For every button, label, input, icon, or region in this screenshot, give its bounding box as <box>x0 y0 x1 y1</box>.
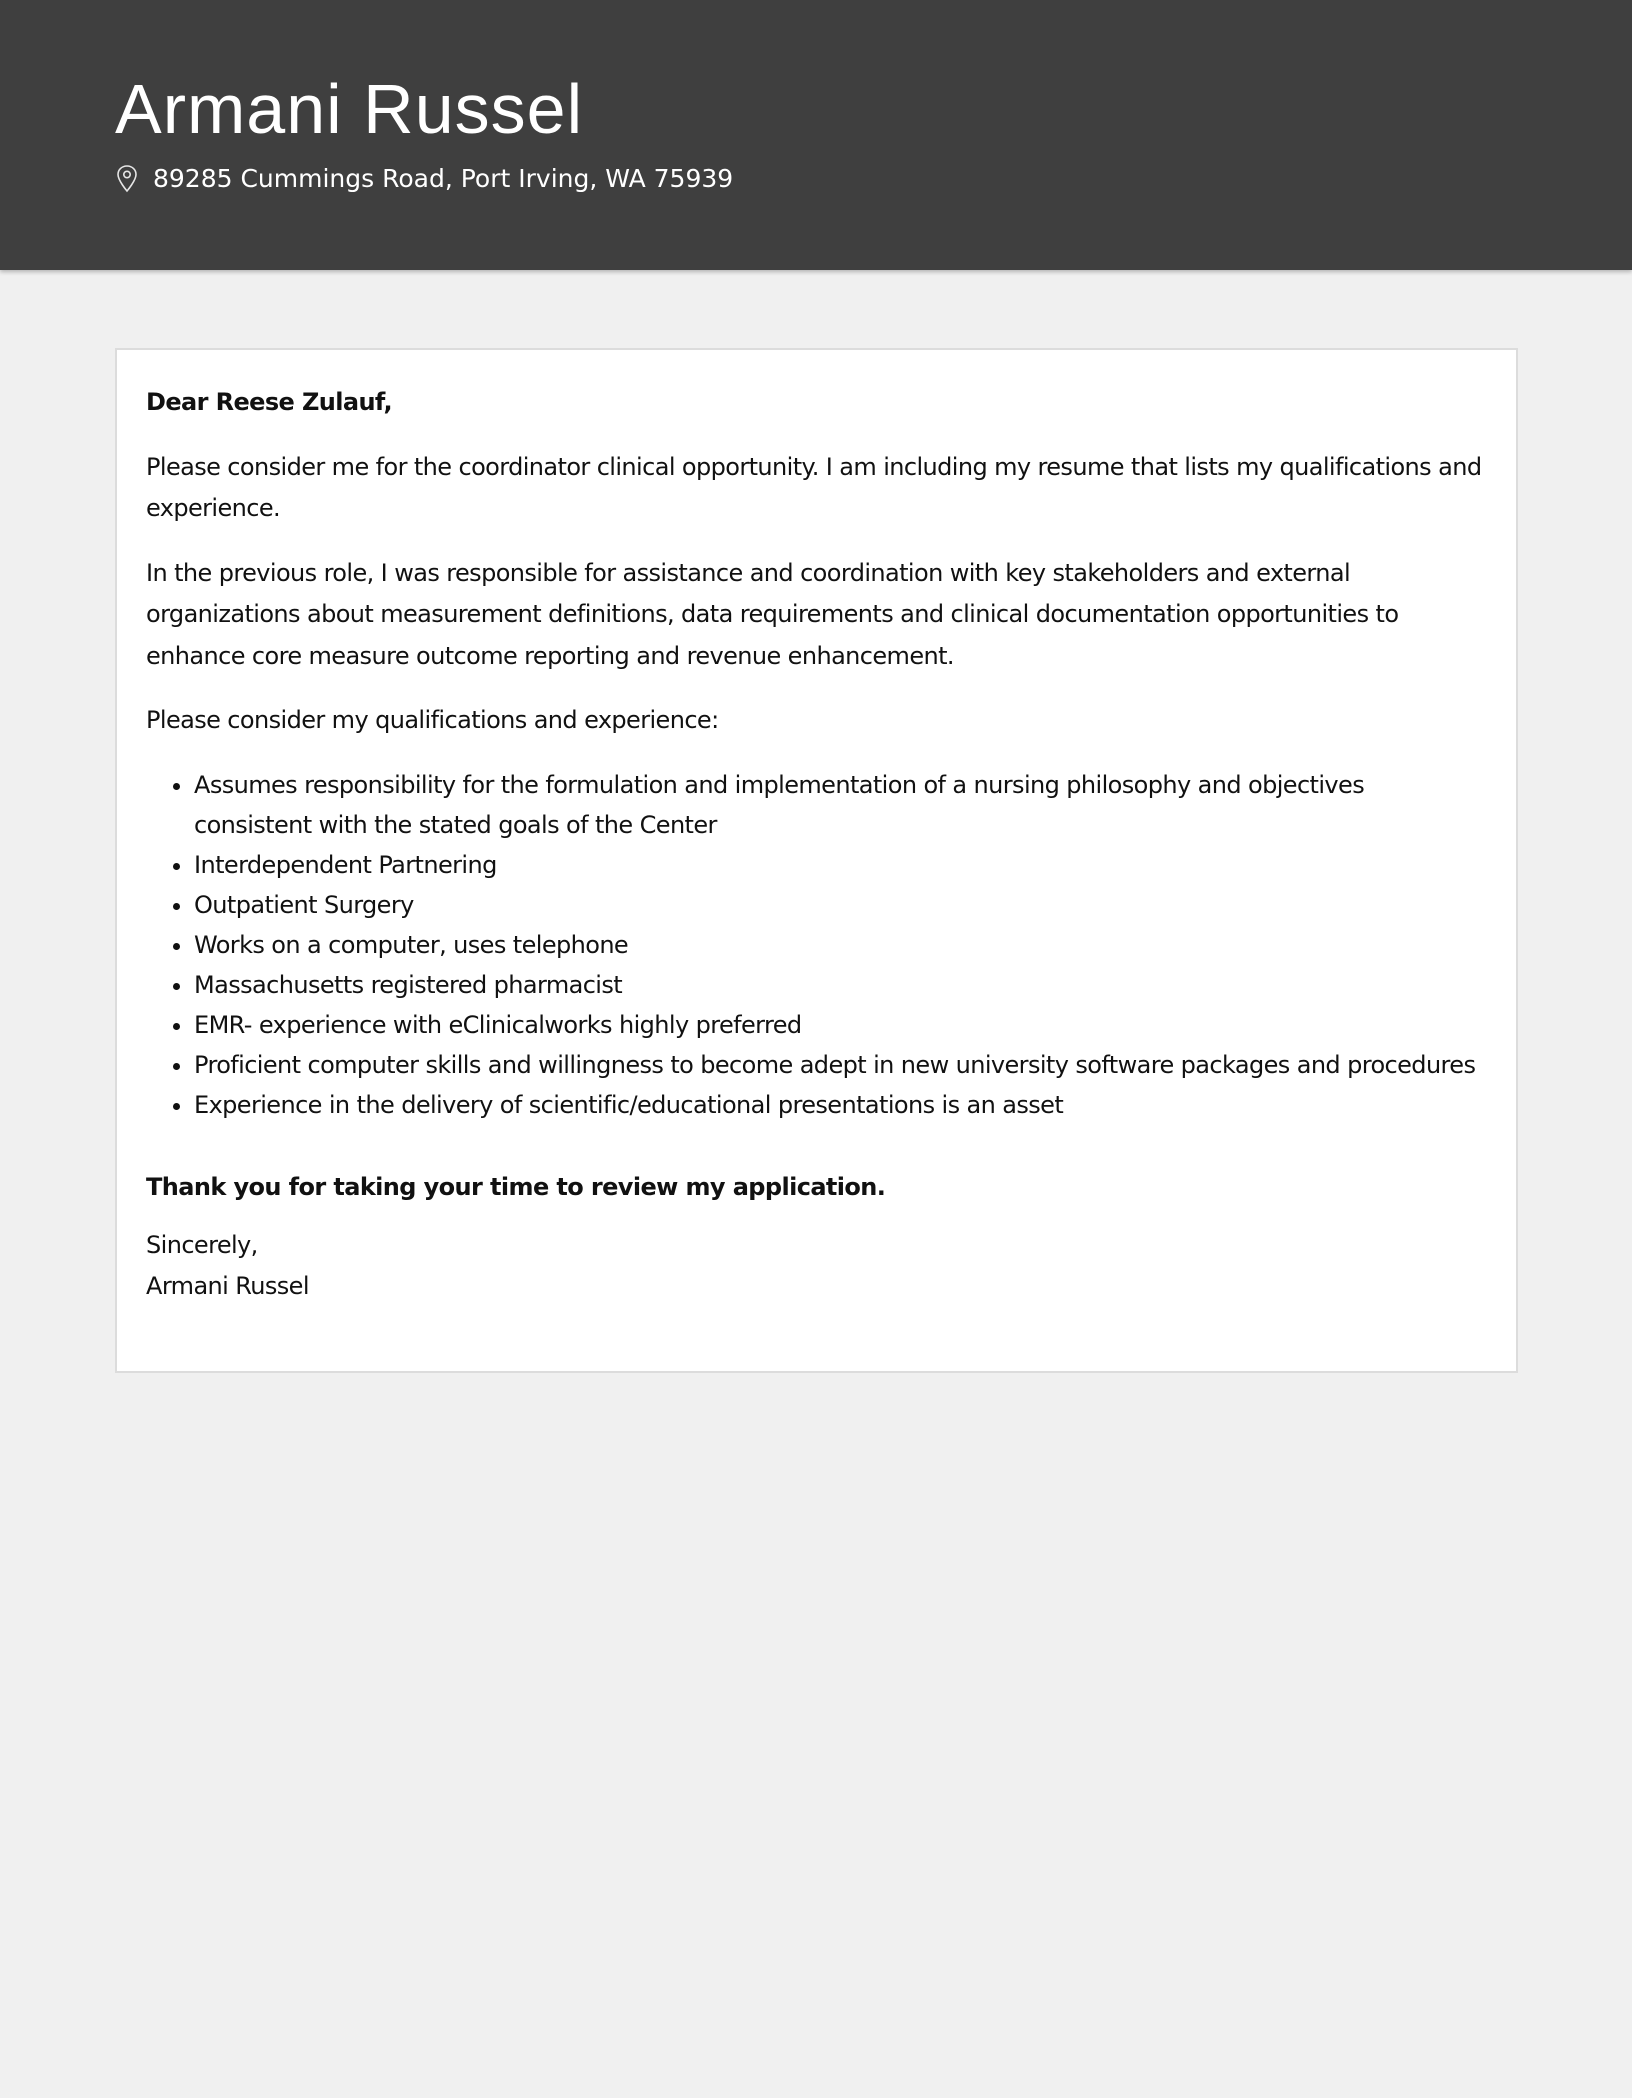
applicant-name: Armani Russel <box>115 70 584 148</box>
address-text: 89285 Cummings Road, Port Irving, WA 75939 <box>153 164 734 193</box>
list-item: • Assumes responsibility for the formulation and implementation of a nursing philosophy and objectives consistent with the stated goals of the Center <box>194 765 1487 845</box>
intro-paragraph: Please consider me for the coordinator clinical opportunity. I am including my resume that lists my qualifications and experience. <box>146 452 1482 522</box>
signature-name: Armani Russel <box>146 1271 309 1300</box>
list-item: • Proficient computer skills and willingness to become adept in new university software packages and procedures <box>194 1045 1487 1085</box>
sign-off: Sincerely, <box>146 1230 258 1259</box>
letter-card <box>115 348 1518 1373</box>
closing-line: Thank you for taking your time to review my application. <box>146 1172 886 1201</box>
list-item: • Experience in the delivery of scientific/educational presentations is an asset <box>194 1085 1487 1125</box>
location-pin-icon <box>115 164 139 194</box>
list-item: • Outpatient Surgery <box>194 885 1487 925</box>
address-row <box>115 162 1632 196</box>
experience-paragraph: In the previous role, I was responsible for assistance and coordination with key stakeholders and external organizations about measurement definitions, data requirements and clinical documentation opportunities to enhance core measure outcome reporting and revenue enhancement. <box>146 558 1399 670</box>
list-item: • Interdependent Partnering <box>194 845 1487 885</box>
list-item: • Works on a computer, uses telephone <box>194 925 1487 965</box>
page-header <box>0 0 1632 270</box>
list-item: • Massachusetts registered pharmacist <box>194 965 1487 1005</box>
qualifications-list <box>146 765 1487 1125</box>
salutation: Dear Reese Zulauf, <box>146 388 392 416</box>
qualifications-intro: Please consider my qualifications and experience: <box>146 706 719 734</box>
list-item: • EMR- experience with eClinicalworks highly preferred <box>194 1005 1487 1045</box>
